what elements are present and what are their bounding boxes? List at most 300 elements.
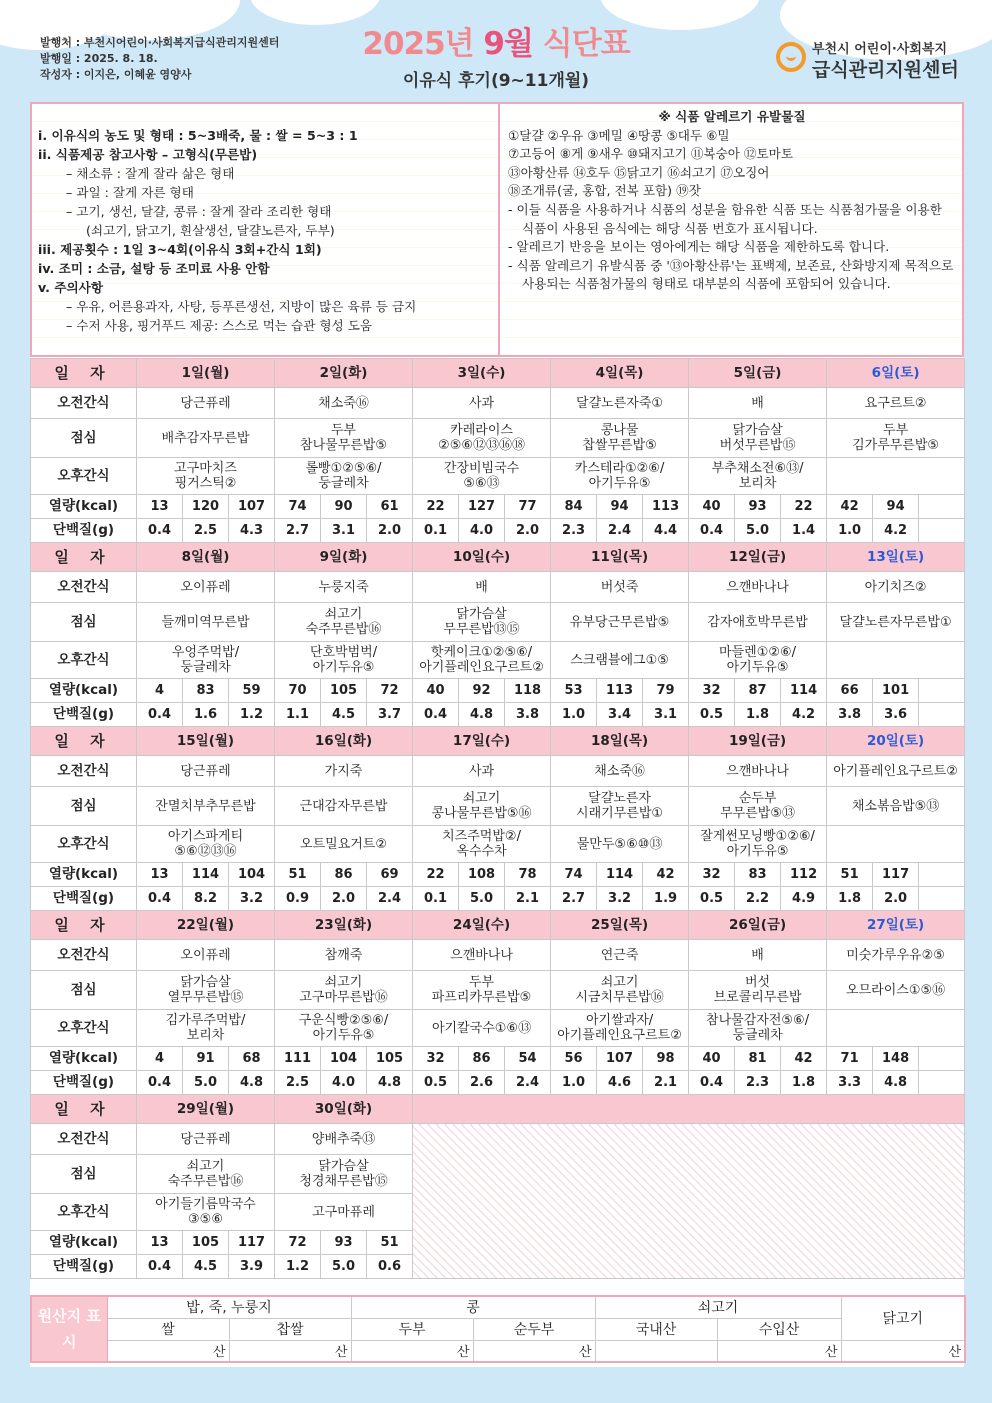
protein-value: 2.4 xyxy=(367,887,413,911)
kcal-value: 90 xyxy=(321,495,367,519)
menu-item-line: 오므라이스①⑤⑯ xyxy=(846,982,946,998)
kcal-value: 112 xyxy=(781,863,827,887)
allergy-line: ⑦고등어 ⑧게 ⑨새우 ⑩돼지고기 ⑪복숭아 ⑫토마토 xyxy=(508,146,794,162)
menu-pm xyxy=(137,642,275,679)
menu-item-line: 채소죽⑯ xyxy=(594,763,645,779)
menu-lunch xyxy=(827,419,965,458)
guidelines xyxy=(32,104,500,355)
menu-item-line: 간장비빔국수 xyxy=(443,461,520,476)
day-date: 16일(화) xyxy=(275,727,413,756)
day-date: 20일(토) xyxy=(827,727,965,756)
menu-lunch xyxy=(137,787,275,826)
guideline-line: i. 이유식의 농도 및 형태 : 5~3배죽, 물 : 쌀 = 5~3 : 1 xyxy=(38,128,358,143)
kcal-value: 13 xyxy=(137,863,183,887)
protein-value: 3.3 xyxy=(827,1071,873,1095)
protein-value xyxy=(919,703,965,727)
menu-am xyxy=(413,756,551,787)
day-date: 9일(화) xyxy=(275,543,413,572)
kcal-value: 22 xyxy=(413,863,459,887)
menu-item-line: 으깬바나나 xyxy=(450,947,513,963)
menu-item-line: 배 xyxy=(751,947,764,963)
menu-row-am xyxy=(31,572,965,603)
menu-lunch xyxy=(551,787,689,826)
protein-value: 1.4 xyxy=(781,519,827,543)
row-label: 오후간식 xyxy=(31,826,137,863)
menu-am xyxy=(413,388,551,419)
menu-item-line: 카스테라①②⑥/ xyxy=(574,461,665,476)
menu-pm xyxy=(137,826,275,863)
day-date: 8일(월) xyxy=(137,543,275,572)
menu-item-line: 으깬바나나 xyxy=(726,579,789,595)
kcal-value: 53 xyxy=(551,679,597,703)
protein-value: 0.4 xyxy=(137,519,183,543)
protein-value: 3.8 xyxy=(505,703,551,727)
allergy-info xyxy=(502,104,962,355)
menu-lunch xyxy=(551,419,689,458)
protein-value: 0.1 xyxy=(413,519,459,543)
protein-value: 3.2 xyxy=(597,887,643,911)
menu-item-line: 잘게썬모닝빵①②⑥/ xyxy=(700,829,815,844)
menu-item-line: 참나물감자전⑤⑥/ xyxy=(706,1013,810,1028)
allergy-note: - 이들 식품을 사용하거나 식품의 성분을 함유한 식품 또는 식품첨가물을 이용한 식품이 사용된 음식에는 해당 식품 번호가 표시됩니다. xyxy=(508,201,942,236)
menu-item-line: 단호박범벅/ xyxy=(309,645,378,660)
kcal-value: 22 xyxy=(781,495,827,519)
kcal-value: 104 xyxy=(229,863,275,887)
smile-logo-icon xyxy=(776,42,806,72)
menu-item-line: 참깨죽 xyxy=(324,947,363,963)
protein-value: 8.2 xyxy=(183,887,229,911)
menu-item-line: 고구마치즈 xyxy=(174,461,237,476)
menu-item-line: 감자애호박무른밥 xyxy=(707,614,808,630)
protein-value: 2.3 xyxy=(551,519,597,543)
kcal-value: 113 xyxy=(643,495,689,519)
day-date: 13일(토) xyxy=(827,543,965,572)
menu-item-line: 순두부 xyxy=(738,791,777,806)
kcal-value: 105 xyxy=(183,1231,229,1255)
day-date: 10일(수) xyxy=(413,543,551,572)
menu-item-line: 쇠고기 xyxy=(600,975,639,990)
row-label: 오전간식 xyxy=(31,1124,137,1155)
menu-pm xyxy=(689,826,827,863)
origin-value: 산 xyxy=(473,1340,595,1362)
menu-item-line: 버섯무른밥⑮ xyxy=(719,438,796,453)
menu-pm xyxy=(551,642,689,679)
row-label: 오전간식 xyxy=(31,388,137,419)
kcal-value: 107 xyxy=(229,495,275,519)
center-logo xyxy=(776,38,976,86)
row-label: 점심 xyxy=(31,1155,137,1194)
protein-value: 2.5 xyxy=(275,1071,321,1095)
menu-item-line: 롤빵①②⑤⑥/ xyxy=(305,461,382,476)
kcal-value: 32 xyxy=(689,863,735,887)
menu-pm xyxy=(551,826,689,863)
origin-label: 원산지 표시 xyxy=(31,1296,107,1362)
menu-am xyxy=(413,940,551,971)
menu-row-pro xyxy=(31,1071,965,1095)
row-label: 열량(kcal) xyxy=(31,1047,137,1071)
menu-item-line: 잔멸치부추무른밥 xyxy=(155,798,256,814)
menu-item-line: 당근퓨레 xyxy=(180,395,231,411)
protein-value: 3.7 xyxy=(367,703,413,727)
menu-pm xyxy=(827,642,965,679)
row-label: 일 자 xyxy=(31,1095,137,1124)
kcal-value: 51 xyxy=(275,863,321,887)
menu-lunch xyxy=(551,971,689,1010)
menu-am xyxy=(689,940,827,971)
origin-value: 산 xyxy=(717,1340,841,1362)
row-label: 일 자 xyxy=(31,727,137,756)
day-date: 25일(목) xyxy=(551,911,689,940)
protein-value: 2.0 xyxy=(367,519,413,543)
protein-value: 2.1 xyxy=(643,1071,689,1095)
menu-pm xyxy=(551,1010,689,1047)
menu-row-day xyxy=(31,911,965,940)
menu-am xyxy=(551,756,689,787)
row-label: 열량(kcal) xyxy=(31,679,137,703)
allergy-note: - 식품 알레르기 유발식품 중 '⑬아황산류'는 표백제, 보존료, 산화방지제 목적으로 사용되는 식품첨가물의 형태로 대부분의 식품에 포함되어 있습니다. xyxy=(508,257,954,292)
page-subtitle: 이유식 후기(9~11개월) xyxy=(402,71,590,91)
kcal-value: 104 xyxy=(321,1047,367,1071)
menu-item-line: 아기플레인요구르트② xyxy=(419,660,544,675)
protein-value: 0.6 xyxy=(367,1255,413,1279)
day-date: 12일(금) xyxy=(689,543,827,572)
day-date: 1일(월) xyxy=(137,359,275,388)
header xyxy=(0,0,992,100)
protein-value: 0.4 xyxy=(137,1255,183,1279)
origin-group-rice: 밥, 죽, 누룽지 xyxy=(107,1296,351,1318)
menu-pm xyxy=(827,458,965,495)
kcal-value: 86 xyxy=(321,863,367,887)
menu-am xyxy=(137,940,275,971)
menu-pm xyxy=(551,458,689,495)
row-label: 단백질(g) xyxy=(31,703,137,727)
protein-value: 4.8 xyxy=(229,1071,275,1095)
protein-value: 4.3 xyxy=(229,519,275,543)
protein-value: 3.1 xyxy=(643,703,689,727)
protein-value: 1.8 xyxy=(827,887,873,911)
protein-value: 3.1 xyxy=(321,519,367,543)
origin-value: 산 xyxy=(351,1340,473,1362)
day-date: 23일(화) xyxy=(275,911,413,940)
logo-line1: 부천시 어린이·사회복지 xyxy=(812,42,948,57)
menu-lunch xyxy=(551,603,689,642)
kcal-value: 91 xyxy=(183,1047,229,1071)
menu-item-line: 달걀노른자무른밥① xyxy=(839,614,952,630)
allergy-note: - 알레르기 반응을 보이는 영아에게는 해당 식품을 제한하도록 합니다. xyxy=(508,239,890,255)
menu-item-line: 오이퓨레 xyxy=(180,579,231,595)
menu-item-line: 버섯죽 xyxy=(600,579,639,595)
menu-am xyxy=(827,388,965,419)
menu-pm xyxy=(413,458,551,495)
menu-item-line: 배 xyxy=(475,579,488,595)
blank-date xyxy=(413,1095,965,1124)
kcal-value: 74 xyxy=(275,495,321,519)
kcal-value: 111 xyxy=(275,1047,321,1071)
kcal-value: 77 xyxy=(505,495,551,519)
kcal-value: 42 xyxy=(781,1047,827,1071)
menu-item-line: 으깬바나나 xyxy=(726,763,789,779)
menu-row-pm xyxy=(31,458,965,495)
protein-value: 4.8 xyxy=(367,1071,413,1095)
menu-item-line: 두부 xyxy=(883,423,909,438)
protein-value: 5.0 xyxy=(321,1255,367,1279)
kcal-value: 87 xyxy=(735,679,781,703)
menu-lunch xyxy=(137,971,275,1010)
kcal-value: 54 xyxy=(505,1047,551,1071)
day-date: 19일(금) xyxy=(689,727,827,756)
origin-item: 국내산 xyxy=(595,1318,717,1340)
protein-value: 1.2 xyxy=(229,703,275,727)
kcal-value xyxy=(919,679,965,703)
origin-value: 산 xyxy=(229,1340,351,1362)
menu-item-line: 닭가슴살 xyxy=(456,607,507,622)
menu-item-line: 고구마무른밥⑯ xyxy=(299,990,388,1005)
protein-value: 5.0 xyxy=(735,519,781,543)
menu-row-kcal xyxy=(31,863,965,887)
protein-value: 0.4 xyxy=(413,703,459,727)
allergy-notes xyxy=(508,201,956,294)
menu-lunch xyxy=(413,787,551,826)
protein-value: 0.4 xyxy=(137,887,183,911)
row-label: 점심 xyxy=(31,971,137,1010)
menu-row-day xyxy=(31,727,965,756)
kcal-value: 40 xyxy=(689,495,735,519)
menu-row-pm xyxy=(31,1010,965,1047)
protein-value: 2.7 xyxy=(551,887,597,911)
menu-lunch xyxy=(275,1155,413,1194)
protein-value: 0.4 xyxy=(137,703,183,727)
kcal-value: 79 xyxy=(643,679,689,703)
guideline-line: – 수저 사용, 핑거푸드 제공: 스스로 먹는 습관 형성 도움 xyxy=(66,318,373,333)
menu-item-line: 숙주무른밥⑯ xyxy=(305,622,382,637)
menu-item-line: 숙주무른밥⑯ xyxy=(167,1174,244,1189)
menu-item-line: 채소볶음밥⑤⑬ xyxy=(851,798,940,814)
origin-item: 쌀 xyxy=(107,1318,229,1340)
menu-item-line: 근대감자무른밥 xyxy=(299,798,388,814)
day-date: 2일(화) xyxy=(275,359,413,388)
menu-row-lunch xyxy=(31,971,965,1010)
allergy-list xyxy=(508,127,956,201)
kcal-value: 83 xyxy=(183,679,229,703)
menu-item-line: 핑거스틱② xyxy=(174,476,237,491)
menu-pm xyxy=(689,642,827,679)
menu-item-line: 보리차 xyxy=(186,1028,225,1043)
day-date: 30일(화) xyxy=(275,1095,413,1124)
menu-am xyxy=(137,756,275,787)
menu-item-line: 닭가슴살 xyxy=(180,975,231,990)
menu-lunch xyxy=(827,787,965,826)
protein-value: 0.5 xyxy=(689,703,735,727)
menu-item-line: 우엉주먹밥/ xyxy=(171,645,240,660)
menu-am xyxy=(137,1124,275,1155)
author: 작성자 : 이지은, 이혜윤 영양사 xyxy=(40,68,192,81)
row-label: 일 자 xyxy=(31,359,137,388)
menu-item-line: 치즈주먹밥②/ xyxy=(442,829,521,844)
kcal-value: 117 xyxy=(873,863,919,887)
menu-am xyxy=(137,388,275,419)
menu-pm xyxy=(275,826,413,863)
menu-am xyxy=(689,756,827,787)
menu-item-line: 핫케이크①②⑤⑥/ xyxy=(430,645,533,660)
protein-value: 0.5 xyxy=(689,887,735,911)
kcal-value: 66 xyxy=(827,679,873,703)
protein-value: 2.6 xyxy=(459,1071,505,1095)
menu-item-line: 스크램블에그①⑤ xyxy=(570,652,669,668)
row-label: 오후간식 xyxy=(31,642,137,679)
kcal-value: 74 xyxy=(551,863,597,887)
menu-row-day xyxy=(31,543,965,572)
protein-value: 0.4 xyxy=(689,519,735,543)
protein-value: 5.0 xyxy=(183,1071,229,1095)
menu-item-line: 쇠고기 xyxy=(186,1159,225,1174)
menu-item-line: 콩나물 xyxy=(600,423,639,438)
menu-pm xyxy=(827,1010,965,1047)
kcal-value: 101 xyxy=(873,679,919,703)
page-title: 2025년 9월 식단표 xyxy=(362,26,630,62)
protein-value: 0.4 xyxy=(689,1071,735,1095)
menu-item-line: 가지죽 xyxy=(324,763,363,779)
protein-value: 1.8 xyxy=(781,1071,827,1095)
menu-item-line: 유부당근무른밥⑤ xyxy=(569,614,670,630)
protein-value: 5.0 xyxy=(459,887,505,911)
menu-row-pro xyxy=(31,887,965,911)
menu-item-line: 무무른밥⑤⑬ xyxy=(720,806,796,821)
menu-item-line: 아기플레인요구르트② xyxy=(557,1028,682,1043)
kcal-value: 51 xyxy=(827,863,873,887)
menu-lunch xyxy=(689,787,827,826)
menu-item-line: 열무무른밥⑮ xyxy=(167,990,244,1005)
protein-value: 2.5 xyxy=(183,519,229,543)
protein-value xyxy=(919,519,965,543)
menu-item-line: 아기스파게티 xyxy=(167,829,244,844)
menu-lunch xyxy=(689,603,827,642)
protein-value: 3.9 xyxy=(229,1255,275,1279)
kcal-value: 93 xyxy=(321,1231,367,1255)
kcal-value: 114 xyxy=(597,863,643,887)
menu-item-line: 아기두유⑤ xyxy=(726,844,789,859)
menu-am xyxy=(551,572,689,603)
menu-lunch xyxy=(413,419,551,458)
menu-item-line: 아기칼국수①⑥⑬ xyxy=(431,1020,532,1036)
guideline-line: – 과일 : 잘게 자른 형태 xyxy=(66,185,194,200)
allergy-line: ⑱조개류(굴, 홍합, 전복 포함) ⑲잣 xyxy=(508,183,701,199)
menu-item-line: ⑤⑥⑫⑬⑯ xyxy=(174,844,237,859)
menu-item-line: 아기두유⑤ xyxy=(312,660,375,675)
menu-am xyxy=(827,756,965,787)
origin-value: 산 xyxy=(841,1340,965,1362)
menu-item-line: 닭가슴살 xyxy=(318,1159,369,1174)
day-date: 24일(수) xyxy=(413,911,551,940)
menu-row-am xyxy=(31,940,965,971)
menu-item-line: 오이퓨레 xyxy=(180,947,231,963)
kcal-value: 117 xyxy=(229,1231,275,1255)
row-label: 단백질(g) xyxy=(31,1071,137,1095)
protein-value: 0.5 xyxy=(413,1071,459,1095)
row-label: 오후간식 xyxy=(31,458,137,495)
row-label: 점심 xyxy=(31,787,137,826)
menu-item-line: 고구마퓨레 xyxy=(312,1204,375,1220)
protein-value: 1.0 xyxy=(551,1071,597,1095)
menu-item-line: 찹쌀무른밥⑤ xyxy=(582,438,657,453)
menu-item-line: 콩나물무른밥⑤⑯ xyxy=(431,806,532,821)
menu-item-line: 연근죽 xyxy=(600,947,639,963)
menu-row-lunch xyxy=(31,419,965,458)
menu-item-line: 둥글레차 xyxy=(318,476,369,491)
menu-item-line: 채소죽⑯ xyxy=(318,395,369,411)
protein-value: 1.2 xyxy=(275,1255,321,1279)
menu-item-line: 버섯 xyxy=(745,975,771,990)
menu-pm xyxy=(275,642,413,679)
menu-row-pro xyxy=(31,703,965,727)
menu-am xyxy=(275,940,413,971)
guideline-line: (쇠고기, 닭고기, 흰살생선, 달걀노른자, 두부) xyxy=(86,223,335,238)
menu-am xyxy=(275,1124,413,1155)
publish-date: 발행일 : 2025. 8. 18. xyxy=(40,52,158,65)
kcal-value: 71 xyxy=(827,1047,873,1071)
protein-value: 1.9 xyxy=(643,887,689,911)
kcal-value: 108 xyxy=(459,863,505,887)
day-date: 6일(토) xyxy=(827,359,965,388)
menu-item-line: 쇠고기 xyxy=(324,975,363,990)
menu-item-line: ⑤⑥⑬ xyxy=(463,476,500,491)
kcal-value: 61 xyxy=(367,495,413,519)
menu-am xyxy=(275,572,413,603)
protein-value: 4.2 xyxy=(781,703,827,727)
menu-am xyxy=(551,940,689,971)
menu-am xyxy=(551,388,689,419)
allergy-title: ※ 식품 알레르기 유발물질 xyxy=(658,109,806,124)
guideline-line: v. 주의사항 xyxy=(38,280,104,295)
menu-row-day xyxy=(31,1095,965,1124)
menu-item-line: 시금치무른밥⑯ xyxy=(575,990,664,1005)
menu-item-line: ②⑤⑥⑫⑬⑯⑱ xyxy=(438,438,526,453)
kcal-value: 56 xyxy=(551,1047,597,1071)
kcal-value: 92 xyxy=(459,679,505,703)
kcal-value: 51 xyxy=(367,1231,413,1255)
protein-value: 4.5 xyxy=(183,1255,229,1279)
protein-value: 0.9 xyxy=(275,887,321,911)
kcal-value: 70 xyxy=(275,679,321,703)
menu-lunch xyxy=(275,603,413,642)
menu-lunch xyxy=(689,419,827,458)
menu-lunch xyxy=(137,419,275,458)
menu-item-line: 둥글레차 xyxy=(180,660,231,675)
menu-lunch xyxy=(689,971,827,1010)
menu-item-line: 구운식빵②⑤⑥/ xyxy=(298,1013,389,1028)
row-label: 오전간식 xyxy=(31,756,137,787)
kcal-value: 59 xyxy=(229,679,275,703)
menu-item-line: 무무른밥⑬⑮ xyxy=(443,622,520,637)
menu-pm xyxy=(137,1010,275,1047)
menu-row-kcal xyxy=(31,679,965,703)
menu-lunch xyxy=(275,971,413,1010)
protein-value: 4.5 xyxy=(321,703,367,727)
menu-item-line: 아기치즈② xyxy=(864,579,927,595)
row-label: 열량(kcal) xyxy=(31,495,137,519)
menu-item-line: 배 xyxy=(751,395,764,411)
protein-value: 2.1 xyxy=(505,887,551,911)
kcal-value: 105 xyxy=(321,679,367,703)
kcal-value: 4 xyxy=(137,1047,183,1071)
menu-am xyxy=(827,572,965,603)
protein-value: 3.6 xyxy=(873,703,919,727)
kcal-value: 120 xyxy=(183,495,229,519)
menu-pm xyxy=(137,458,275,495)
menu-lunch xyxy=(275,787,413,826)
menu-item-line: 아기들기름막국수 xyxy=(155,1197,256,1212)
kcal-value: 105 xyxy=(367,1047,413,1071)
row-label: 일 자 xyxy=(31,911,137,940)
